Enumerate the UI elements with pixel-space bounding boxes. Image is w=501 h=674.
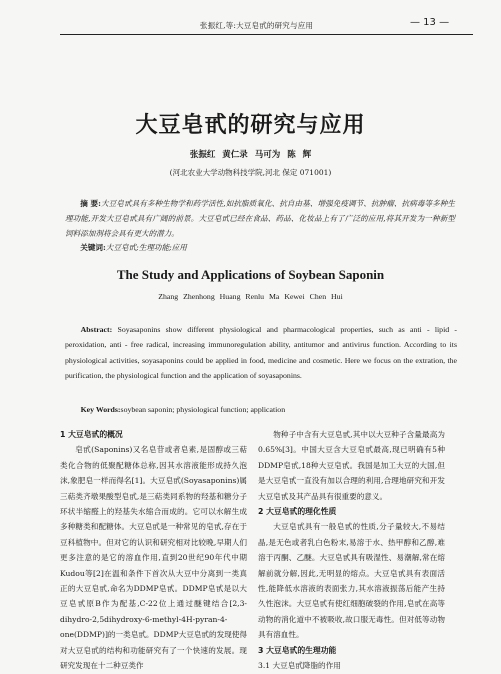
- subsection-heading-3-1: 3.1 大豆皂甙降脂的作用: [258, 661, 341, 671]
- section-heading-2: 2 大豆皂甙的理化性质: [258, 507, 337, 517]
- page-number: — 13 —: [410, 17, 450, 28]
- body-column-left: [60, 427, 247, 674]
- running-head-title: 张振红,等:大豆皂甙的研究与应用: [200, 21, 314, 30]
- keywords-en-label: Key Words:: [80, 405, 121, 414]
- authors-cn: 张振红 黄仁录 马可为 陈 辉: [189, 150, 312, 160]
- abstract-cn: [65, 196, 455, 241]
- section-heading-3: 3 大豆皂甙的生理功能: [258, 645, 337, 655]
- article-title-en: The Study and Applications of Soybean Saponin: [116, 267, 385, 282]
- body-paragraph: 皂甙(Saponins)又名皂苷或者皂素,是固醇或三萜类化合物的低聚配糖体总称,因其水溶液能形成持久泡沫,象肥皂一样而得名[1]。大豆皂甙(Soyasaponins)属三萜类齐墩果酸型皂甙,是三萜类同系物的羟基和糖分子环状半缩醛上的羟基失水缩合而成的。它可以水解生成多种糖类和配糖体。大豆皂甙是一种常见的皂甙,存在于豆科植物中。但对它的认识和研究相对比较晚,早期人们更多注意的是它的溶血作用,直到20世纪90年代中期Kudou等[2]在温和条件下首次从大豆中分离到一类真正的大豆皂甙,命名为DDMP皂甙。DDMP皂甙是以大豆皂甙原B作为配基,C-22位上通过醚键结合[2,3-dihydro-2,5dihydroxy-6-methyl-4H-pyran-4-one(DDMP)]的一类皂甙。DDMP大豆皂甙的发现使得对大豆皂甙的结构和功能研究有了一个快速的发展。现研究发现在十二种豆类作: [60, 445, 247, 671]
- keywords-en-text: soybean saponin; physiological function; application: [120, 405, 286, 414]
- running-head: [0, 14, 501, 36]
- keywords-cn: [65, 242, 455, 253]
- abstract-cn-text: 大豆皂甙具有多种生物学和药学活性,如抗脂质氧化、抗自由基、增强免疫调节、抗肿瘤、抗病毒等多种生理功能,开发大豆皂甙具有广阔的前景。大豆皂甙已经在食品、药品、化妆品上有了广泛的应用,将其开发为一种新型饲料添加剂将会具有更大的潜力。: [65, 199, 455, 238]
- abstract-en: [65, 322, 457, 383]
- keywords-en: [65, 405, 457, 414]
- authors-en: Zhang Zhenhong Huang Renlu Ma Kewei Chen Hui: [158, 292, 343, 301]
- abstract-en-text: Soyasaponins show different physiological and pharmacological properties, such as anti - lipid - peroxidation, anti - free radical, increasing immunoregulation ability, antitumor and antivirus function. According to its physiological activities, soyasaponins could be applied in food, medicine and cosmetic. Here we focus on the extration, the purification, the physiological function and the application of soyasaponins.: [65, 325, 457, 380]
- article-title-cn: 大豆皂甙的研究与应用: [135, 113, 366, 138]
- keywords-cn-text: 大豆皂甙;生理功能;应用: [105, 243, 187, 252]
- body-column-right: [258, 427, 445, 674]
- keywords-cn-label: 关键词:: [80, 243, 106, 252]
- affiliation-cn: (河北农业大学动物科技学院,河北 保定 071001): [169, 168, 332, 177]
- abstract-en-label: Abstract:: [80, 325, 113, 334]
- body-paragraph: 物种子中含有大豆皂甙,其中以大豆种子含量最高为0.65%[3]。中国大豆含大豆皂甙最高,现已明确有5种DDMP皂甙,18种大豆皂甙。我国是加工大豆的大国,但是大豆皂甙一直没有加以合理的利用,合理地研究和开发大豆皂甙及其产品具有很重要的意义。: [258, 430, 445, 501]
- body-paragraph: 大豆皂甙具有一般皂甙的性质,分子量较大,不易结晶,是无色或者乳白色粉末,易溶于水、热甲醇和乙醇,难溶于丙酮、乙醚。大豆皂甙具有吸湿性、易潮解,常在熔解前就分解,因此,无明显的熔点。大豆皂甙具有表面活性,能降低水溶液的表面张力,其水溶液振荡后能产生持久性泡沫。大豆皂甙有使红细胞破裂的作用,皂甙在高等动物的消化道中不被吸收,故口服无毒性。但对低等动物具有溶血性。: [258, 522, 445, 640]
- abstract-cn-label: 摘 要:: [80, 199, 101, 208]
- section-heading-1: 1 大豆皂甙的概况: [60, 430, 123, 439]
- header-rule: [60, 34, 473, 35]
